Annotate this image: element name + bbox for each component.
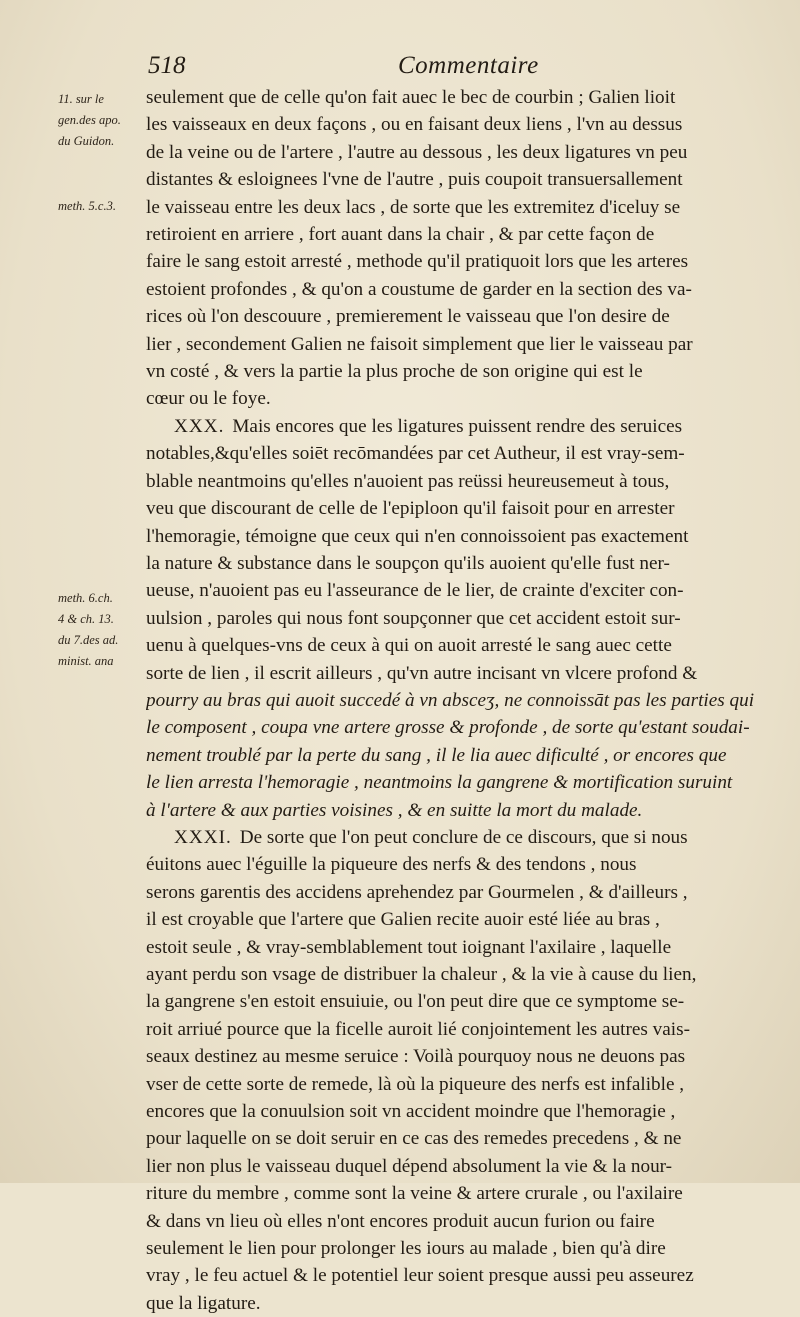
text-line: pourry au bras qui auoit succedé à vn absceʒ, ne connoissāt pas les parties qui: [146, 689, 755, 711]
text-line: [146, 824, 776, 851]
margin-note-line: 11. sur le: [58, 92, 104, 106]
text-line: le lien arresta l'hemoragie , neantmoins la gangrene & mortification suruint: [146, 772, 733, 794]
text-line: ayant perdu son vsage de distribuer la chaleur , & la vie à cause du lien,: [146, 964, 697, 985]
text-line: éuitons auec l'éguille la piqueure des nerfs & des tendons , nous: [146, 854, 637, 876]
text-line: il est croyable que l'artere que Galien recite auoir esté liée au bras ,: [146, 909, 660, 931]
paragraph-section-xxxi: [146, 824, 776, 1317]
page-number: 518: [148, 52, 186, 79]
text-line: rices où l'on descouure , premierement le vaisseau que l'on desire de: [146, 306, 670, 328]
margin-note-line: du 7.des ad.: [58, 633, 119, 647]
text-line: le composent , coupa vne artere grosse & profonde , de sorte qu'estant soudai-: [146, 717, 750, 739]
text-line: vray , le feu actuel & le potentiel leur soient presque aussi peu asseurez: [146, 1265, 694, 1287]
section-number: XXXI.: [174, 826, 232, 848]
text-line: à l'artere & aux parties voisines , & en suitte la mort du malade.: [146, 799, 643, 821]
text-line: ueuse, n'auoient pas eu l'asseurance de le lier, de crainte d'exciter con-: [146, 580, 684, 602]
text-line: blable neantmoins qu'elles n'auoient pas reüssi heureusemeut à tous,: [146, 470, 670, 492]
paragraph-continuation: [146, 84, 776, 413]
section-first-line: De sorte que l'on peut conclure de ce discours, que si nous: [239, 826, 688, 848]
body-text: [146, 84, 776, 1317]
text-line: distantes & esloignees l'vne de l'autre , puis coupoit transuersallement: [146, 169, 683, 191]
margin-note-line: gen.des apo.: [58, 113, 121, 127]
margin-note-meth-5: [58, 196, 150, 217]
paragraph-section-xxx: [146, 413, 776, 824]
text-line: sorte de lien , il escrit ailleurs , qu'vn autre incisant vn vlcere profond &: [146, 662, 698, 684]
text-line: seaux destinez au mesme seruice : Voilà pourquoy nous ne deuons pas: [146, 1046, 686, 1068]
text-line: uenu à quelques-vns de ceux à qui on auoit arresté le sang auec cette: [146, 635, 672, 657]
text-line: riture du membre , comme sont la veine & artere crurale , ou l'axilaire: [146, 1183, 683, 1205]
text-line: de la veine ou de l'artere , l'autre au dessous , les deux ligatures vn peu: [146, 141, 688, 163]
page-header: [140, 52, 760, 86]
text-line: retiroient en arriere , fort auant dans la chair , & par cette façon de: [146, 224, 655, 246]
text-line: nement troublé par la perte du sang , il le lia auec dificulté , or encores que: [146, 744, 727, 766]
text-line: cœur ou le foye.: [146, 388, 271, 410]
running-title: Commentaire: [398, 52, 539, 79]
margin-note-meth-6: [58, 588, 150, 672]
text-line: la gangrene s'en estoit ensuiuie, ou l'on peut dire que ce symptome se-: [146, 991, 685, 1013]
section-first-line: Mais encores que les ligatures puissent rendre des seruices: [232, 415, 683, 437]
text-line: que la ligature.: [146, 1292, 261, 1314]
text-line: estoient profondes , & qu'on a coustume de garder en la section des va-: [146, 278, 692, 300]
text-line: notables,&qu'elles soiēt recōmandées par cet Autheur, il est vray-sem-: [146, 443, 685, 465]
text-line: pour laquelle on se doit seruir en ce cas des remedes precedens , & ne: [146, 1128, 682, 1150]
text-line: le vaisseau entre les deux lacs , de sorte que les extremitez d'iceluy se: [146, 196, 681, 218]
margin-note-line: meth. 5.c.3.: [58, 199, 116, 213]
text-line: veu que discourant de celle de l'epiploon qu'il faisoit pour en arrester: [146, 498, 675, 520]
text-line: [146, 413, 776, 440]
text-line: roit arriué pource que la ficelle auroit lié conjointement les autres vais-: [146, 1018, 690, 1040]
text-line: vn costé , & vers la partie la plus proche de son origine qui est le: [146, 361, 643, 383]
text-line: la nature & substance dans le soupçon qu'ils auoient qu'elle fust ner-: [146, 552, 670, 574]
text-line: lier , secondement Galien ne faisoit simplement que lier le vaisseau par: [146, 333, 693, 355]
margin-note-line: meth. 6.ch.: [58, 591, 113, 605]
text-line: encores que la conuulsion soit vn accident moindre que l'hemoragie ,: [146, 1101, 676, 1123]
text-line: uulsion , paroles qui nous font soupçonner que cet accident estoit sur-: [146, 607, 681, 629]
text-line: seulement le lien pour prolonger les iours au malade , bien qu'à dire: [146, 1238, 666, 1260]
text-line: seulement que de celle qu'on fait auec le bec de courbin ; Galien lioit: [146, 87, 676, 108]
text-line: les vaisseaux en deux façons , ou en faisant deux liens , l'vn au dessus: [146, 114, 683, 136]
margin-note-guidon: [58, 89, 150, 152]
text-line: serons garentis des accidens aprehendez par Gourmelen , & d'ailleurs ,: [146, 881, 688, 903]
text-line: lier non plus le vaisseau duquel dépend absolument la vie & la nour-: [146, 1155, 673, 1177]
text-line: & dans vn lieu où elles n'ont encores produit aucun furion ou faire: [146, 1210, 655, 1232]
section-number: XXX.: [174, 415, 225, 437]
text-line: estoit seule , & vray-semblablement tout ioignant l'axilaire , laquelle: [146, 936, 672, 958]
text-line: faire le sang estoit arresté , methode qu'il pratiquoit lors que les arteres: [146, 251, 689, 273]
margin-note-line: du Guidon.: [58, 134, 115, 148]
text-line: vser de cette sorte de remede, là où la piqueure des nerfs est infalible ,: [146, 1073, 685, 1095]
margin-note-line: 4 & ch. 13.: [58, 612, 114, 626]
margin-note-line: minist. ana: [58, 654, 114, 668]
text-line: l'hemoragie, témoigne que ceux qui n'en connoissoient pas exactement: [146, 525, 689, 547]
